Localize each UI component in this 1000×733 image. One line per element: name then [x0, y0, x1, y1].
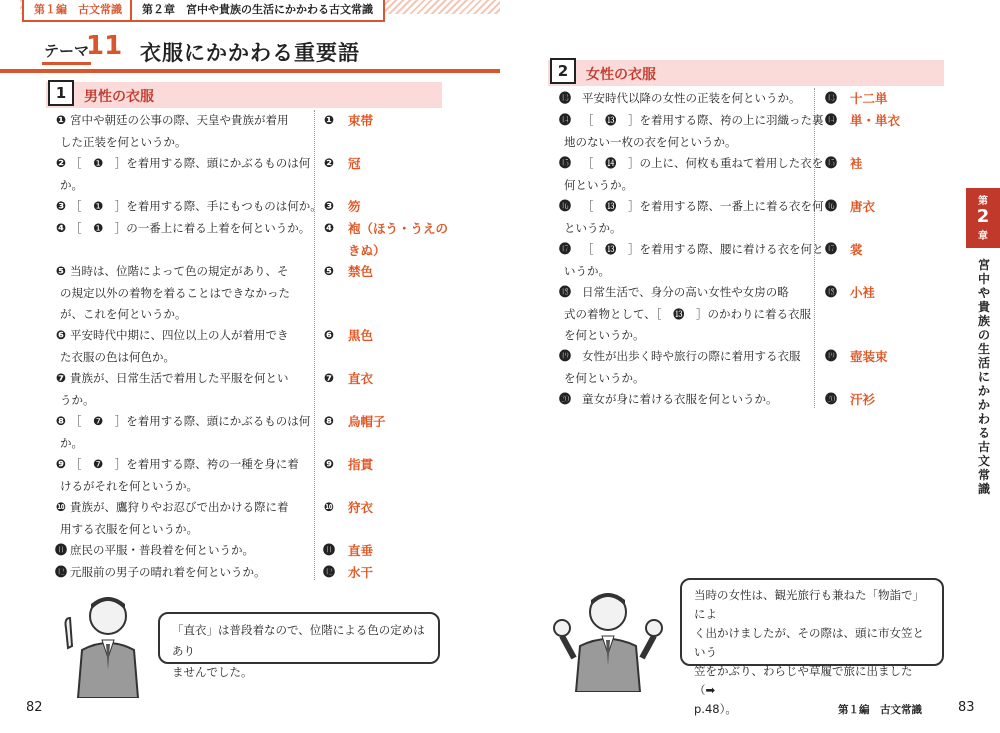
question-number: ❶	[55, 113, 67, 127]
question-text: ［ ❼ ］を着用する際、頭にかぶるものは何	[70, 414, 311, 428]
question-text: 宮中や朝廷の公事の際、天皇や貴族が着用	[70, 113, 289, 127]
question-number: ⓴	[558, 392, 571, 406]
bubble-right-line3: 笠をかぶり、わらじや草履で旅に出ました（➡	[694, 664, 913, 697]
question-text: 貴族が、鷹狩りやお忍びで出かける際に着	[70, 500, 289, 514]
answer-number: ❹	[323, 221, 335, 235]
question-text: 当時は、位階によって色の規定があり、そ	[70, 264, 289, 278]
teacher-illustration-left	[58, 588, 148, 698]
answer-number: ⓳	[824, 349, 837, 363]
question-text: か。	[60, 435, 83, 450]
answer-number: ⓫	[322, 543, 335, 557]
question-text: ［ ⓮ ］の上に、何枚も重ねて着用した衣を	[582, 156, 824, 170]
answer-text: 烏帽子	[348, 414, 386, 429]
theme-label: テーマ	[42, 42, 91, 65]
question-text: が、これを何というか。	[60, 307, 187, 321]
answer-text: 十二単	[850, 91, 888, 106]
question-number: ❷	[55, 156, 67, 170]
bubble-right-line4: p.48）。	[694, 702, 737, 716]
section1-title: 男性の衣服	[84, 89, 154, 105]
question-number: ⓬	[54, 565, 67, 579]
answer-number: ❻	[323, 328, 335, 342]
footer-part-label: 第１編 古文常識	[838, 704, 922, 716]
question-text: 地のない一枚の衣を何というか。	[564, 134, 737, 149]
question-text: ［ ❶ ］の一番上に着る上着を何というか。	[70, 221, 311, 235]
answer-number: ❿	[323, 500, 335, 514]
answer-number: ❶	[323, 113, 335, 127]
question-text: けるがそれを何というか。	[60, 478, 198, 493]
answer-number: ⓰	[824, 199, 837, 213]
question-text: か。	[60, 177, 83, 192]
question-number: ⓲	[558, 285, 571, 299]
question-number: ❹	[55, 221, 67, 235]
question-text: ［ ⓭ ］を着用する際、一番上に着る衣を何	[582, 199, 824, 213]
answer-number: ❽	[323, 414, 335, 428]
question-text: 日常生活で、身分の高い女性や女房の略	[582, 285, 789, 299]
answer-number: ❷	[323, 156, 335, 170]
answer-text: 唐衣	[850, 199, 876, 214]
question-number: ❾	[55, 457, 67, 471]
part-label: 第１編 古文常識	[34, 3, 122, 16]
speech-bubble-left	[158, 612, 440, 679]
question-number: ❻	[55, 328, 67, 342]
section1-divider	[314, 110, 315, 580]
question-text: 元服前の男子の晴れ着を何というか。	[70, 565, 266, 579]
question-text: 貴族が、日常生活で着用した平服を何とい	[70, 371, 289, 385]
question-number: ⓭	[558, 91, 571, 105]
answer-text: 単・単衣	[850, 113, 901, 128]
question-number: ⓱	[558, 242, 571, 256]
question-text: 平安時代以降の女性の正装を何というか。	[582, 91, 801, 105]
answer-number: ⓴	[824, 392, 837, 406]
question-text: 用する衣服を何というか。	[60, 521, 198, 536]
question-text: ［ ⓭ ］を着用する際、袴の上に羽織った裏	[582, 113, 824, 127]
answer-text: 水干	[348, 565, 374, 580]
answer-text: 笏	[348, 199, 361, 214]
answer-number: ⓲	[824, 285, 837, 299]
page-title: 衣服にかかわる重要語	[140, 41, 360, 65]
answer-text: 指貫	[348, 457, 374, 472]
answer-text: 直衣	[348, 371, 374, 386]
question-text: ［ ❼ ］を着用する際、袴の一種を身に着	[70, 457, 299, 471]
answer-number: ⓯	[824, 156, 837, 170]
answer-text: 袍（ほう・うえの	[348, 221, 449, 236]
answer-number: ⓬	[322, 565, 335, 579]
chapter-side-tab	[966, 188, 1000, 248]
answer-text: 裳	[850, 242, 863, 257]
answer-number: ❺	[323, 264, 335, 278]
question-number: ⓫	[54, 543, 67, 557]
question-text: うか。	[60, 392, 95, 407]
question-number: ❽	[55, 414, 67, 428]
page-number-left: 82	[26, 700, 43, 715]
question-text: ［ ❶ ］を着用する際、頭にかぶるものは何	[70, 156, 311, 170]
question-text: 平安時代中期に、四位以上の人が着用でき	[70, 328, 289, 342]
answer-text: 狩衣	[348, 500, 374, 515]
bubble-right-line2: く出かけましたが、その際は、頭に市女笠という	[694, 626, 924, 659]
side-tab-top: 第	[978, 196, 988, 207]
side-chapter-text: 宮中や貴族の生活にかかわる古文常識	[977, 258, 990, 496]
chapter-tab	[130, 0, 385, 22]
question-text: した正装を何というか。	[60, 134, 187, 149]
side-tab-bottom: 章	[978, 231, 988, 242]
question-number: ⓮	[558, 113, 571, 127]
theme-number: 11	[86, 31, 123, 61]
answer-number: ⓱	[824, 242, 837, 256]
answer-number: ❾	[323, 457, 335, 471]
side-tab-num: 2	[976, 206, 990, 227]
answer-text: 黒色	[348, 328, 374, 343]
section2-number: 2	[550, 58, 576, 84]
question-text: ［ ❶ ］を着用する際、手にもつものは何か。	[70, 199, 322, 213]
question-text: 庶民の平服・普段着を何というか。	[70, 543, 254, 557]
answer-number: ❸	[323, 199, 335, 213]
chapter-label: 第２章 宮中や貴族の生活にかかわる古文常識	[142, 3, 373, 16]
question-text: ［ ⓭ ］を着用する際、腰に着ける衣を何と	[582, 242, 824, 256]
part-tab	[22, 0, 134, 22]
question-number: ❺	[55, 264, 67, 278]
question-number: ❸	[55, 199, 67, 213]
answer-number: ⓭	[824, 91, 837, 105]
bubble-left-line2: ませんでした。	[172, 665, 253, 679]
title-rule	[0, 69, 500, 73]
answer-number: ⓮	[824, 113, 837, 127]
answer-text: 直垂	[348, 543, 374, 558]
question-number: ❿	[55, 500, 67, 514]
answer-text: 汗衫	[850, 392, 876, 407]
teacher-illustration-right	[548, 582, 668, 692]
question-number: ⓯	[558, 156, 571, 170]
question-text: を何というか。	[564, 328, 645, 342]
question-text: た衣服の色は何色か。	[60, 349, 175, 364]
question-number: ⓳	[558, 349, 571, 363]
answer-text-cont: きぬ）	[348, 242, 386, 258]
question-text: を何というか。	[564, 370, 645, 385]
answer-number: ❼	[323, 371, 335, 385]
answer-text: 禁色	[348, 264, 374, 279]
section1-number: 1	[48, 80, 74, 106]
question-text: というか。	[564, 220, 622, 235]
question-text: 童女が身に着ける衣服を何というか。	[582, 392, 778, 406]
answer-text: 束帯	[348, 113, 374, 128]
question-text: いうか。	[564, 263, 610, 278]
answer-text: 小袿	[850, 285, 876, 300]
question-text: の規定以外の着物を着ることはできなかった	[60, 285, 290, 300]
question-number: ❼	[55, 371, 67, 385]
bubble-left-line1: 「直衣」は普段着なので、位階による色の定めはあり	[172, 623, 425, 658]
question-number: ⓰	[558, 199, 571, 213]
answer-text: 袿	[850, 156, 863, 171]
page-number-right: 83	[958, 700, 975, 715]
question-text: 女性が出歩く時や旅行の際に着用する衣服	[582, 349, 801, 363]
bubble-right-line1: 当時の女性は、観光旅行も兼ねた「物詣で」によ	[694, 588, 924, 621]
answer-text: 冠	[348, 156, 361, 171]
answer-text: 壺装束	[850, 349, 888, 364]
question-text: 何というか。	[564, 177, 633, 192]
question-text: 式の着物として、［ ⓭ ］のかわりに着る衣服	[564, 306, 812, 321]
section2-title: 女性の衣服	[586, 67, 656, 83]
